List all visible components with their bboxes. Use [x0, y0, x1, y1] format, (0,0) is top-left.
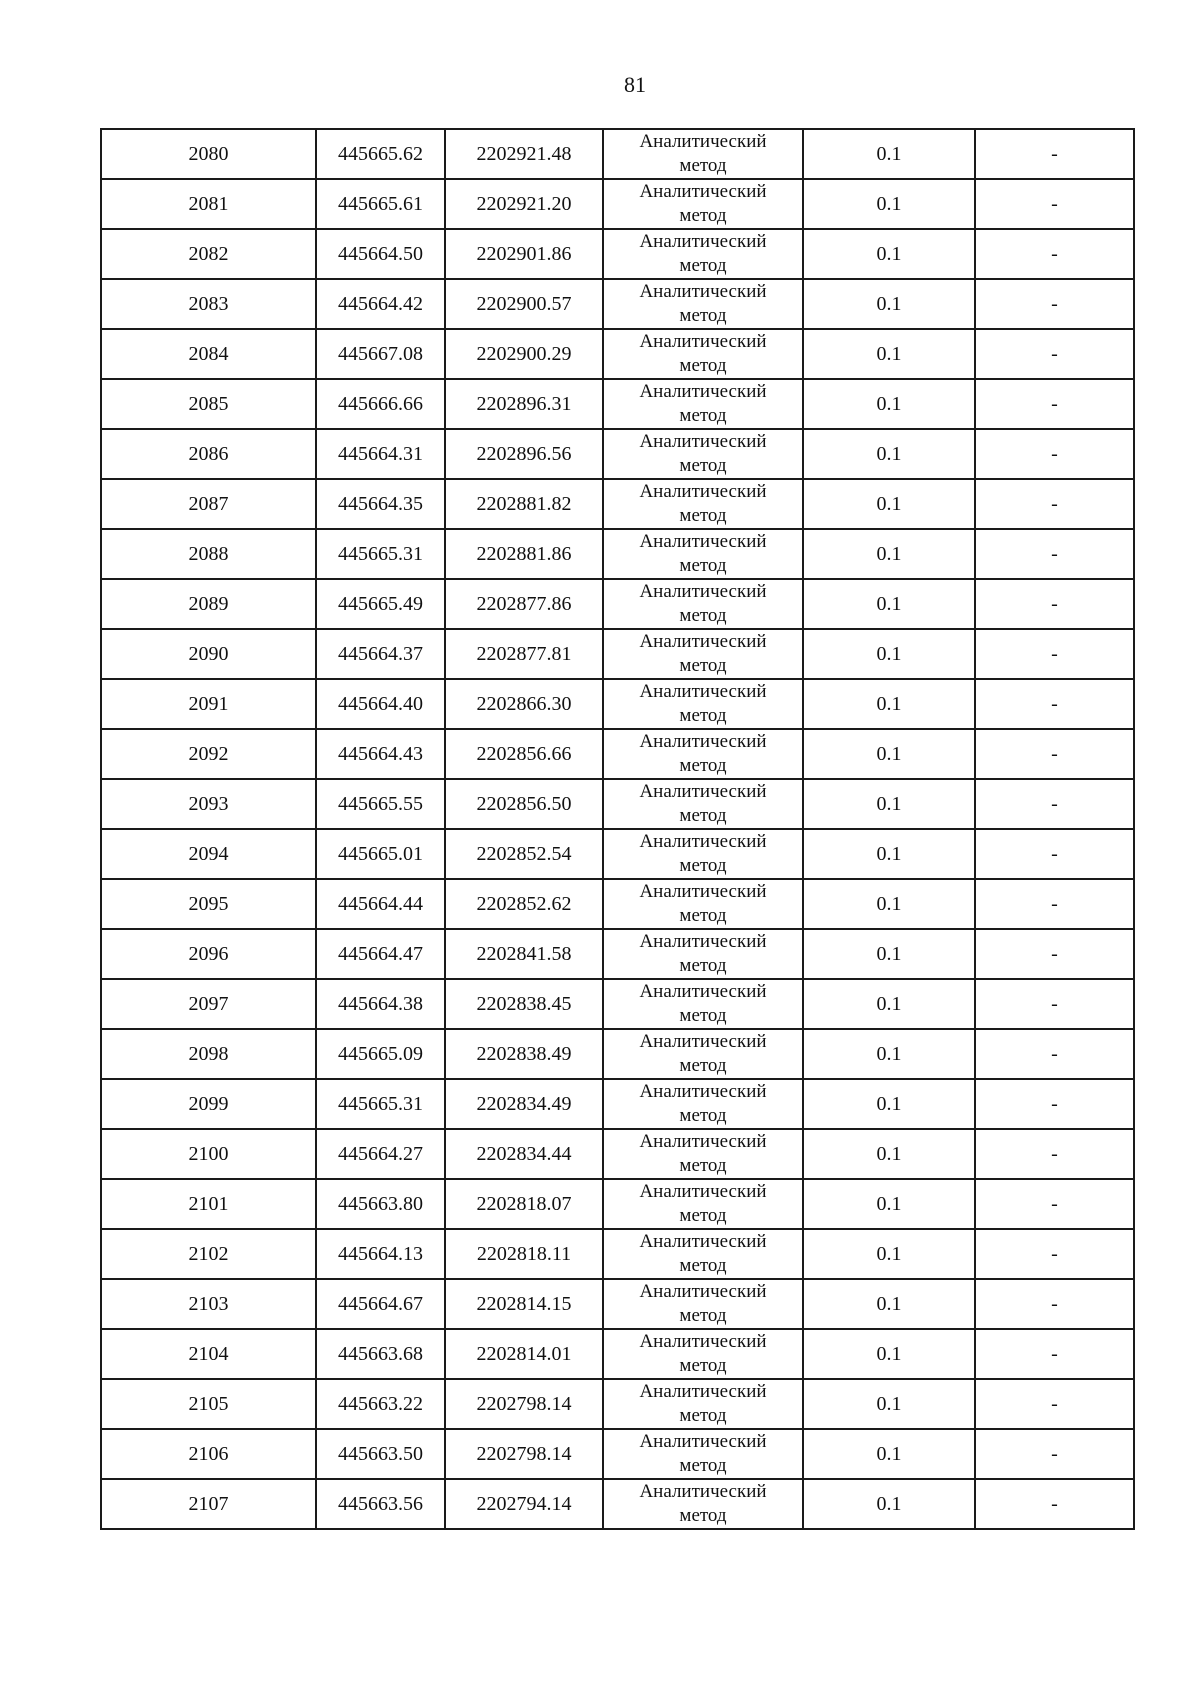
y-coordinate-cell: 2202866.30: [445, 679, 603, 729]
method-cell: [603, 179, 803, 229]
accuracy-cell: 0.1: [803, 729, 975, 779]
note-cell: -: [975, 279, 1134, 329]
method-label-line1: Аналитический: [639, 731, 767, 752]
y-coordinate-cell: 2202798.14: [445, 1429, 603, 1479]
table-row: [101, 279, 1134, 329]
accuracy-cell: 0.1: [803, 579, 975, 629]
method-cell: [603, 429, 803, 479]
method-label-line1: Аналитический: [639, 131, 767, 152]
coordinates-table: [100, 128, 1135, 1530]
y-coordinate-cell: 2202794.14: [445, 1479, 603, 1529]
accuracy-cell: 0.1: [803, 779, 975, 829]
method-cell: [603, 1379, 803, 1429]
note-cell: -: [975, 229, 1134, 279]
y-coordinate-cell: 2202881.82: [445, 479, 603, 529]
note-cell: -: [975, 979, 1134, 1029]
y-coordinate-cell: 2202838.49: [445, 1029, 603, 1079]
point-number-cell: 2092: [101, 729, 316, 779]
method-label-line2: метод: [679, 405, 727, 426]
y-coordinate-cell: 2202856.50: [445, 779, 603, 829]
method-cell: [603, 1479, 803, 1529]
note-cell: -: [975, 629, 1134, 679]
table-row: [101, 529, 1134, 579]
point-number-cell: 2101: [101, 1179, 316, 1229]
table-row: [101, 929, 1134, 979]
table-row: [101, 1079, 1134, 1129]
method-cell: [603, 329, 803, 379]
method-label-line1: Аналитический: [639, 831, 767, 852]
method-label-line1: Аналитический: [639, 931, 767, 952]
method-label-line2: метод: [679, 1105, 727, 1126]
method-label-line1: Аналитический: [639, 1131, 767, 1152]
point-number-cell: 2089: [101, 579, 316, 629]
y-coordinate-cell: 2202921.48: [445, 129, 603, 179]
accuracy-cell: 0.1: [803, 1229, 975, 1279]
x-coordinate-cell: 445664.50: [316, 229, 445, 279]
x-coordinate-cell: 445664.47: [316, 929, 445, 979]
method-cell: [603, 1029, 803, 1079]
table-row: [101, 479, 1134, 529]
table-row: [101, 679, 1134, 729]
x-coordinate-cell: 445664.13: [316, 1229, 445, 1279]
method-label-line1: Аналитический: [639, 281, 767, 302]
table-row: [101, 829, 1134, 879]
method-label-line1: Аналитический: [639, 481, 767, 502]
x-coordinate-cell: 445666.66: [316, 379, 445, 429]
table-row: [101, 1429, 1134, 1479]
note-cell: -: [975, 1279, 1134, 1329]
method-label-line2: метод: [679, 305, 727, 326]
method-label-line1: Аналитический: [639, 381, 767, 402]
note-cell: -: [975, 479, 1134, 529]
method-label-line1: Аналитический: [639, 531, 767, 552]
accuracy-cell: 0.1: [803, 429, 975, 479]
note-cell: -: [975, 1129, 1134, 1179]
y-coordinate-cell: 2202814.01: [445, 1329, 603, 1379]
method-label-line2: метод: [679, 355, 727, 376]
table-row: [101, 1379, 1134, 1429]
accuracy-cell: 0.1: [803, 929, 975, 979]
method-label-line1: Аналитический: [639, 1081, 767, 1102]
table-row: [101, 379, 1134, 429]
method-label-line1: Аналитический: [639, 581, 767, 602]
note-cell: -: [975, 129, 1134, 179]
point-number-cell: 2104: [101, 1329, 316, 1379]
accuracy-cell: 0.1: [803, 1029, 975, 1079]
method-cell: [603, 779, 803, 829]
method-cell: [603, 129, 803, 179]
page-number: 81: [624, 72, 646, 97]
note-cell: -: [975, 1429, 1134, 1479]
method-label-line2: метод: [679, 1505, 727, 1526]
x-coordinate-cell: 445665.55: [316, 779, 445, 829]
y-coordinate-cell: 2202818.07: [445, 1179, 603, 1229]
accuracy-cell: 0.1: [803, 379, 975, 429]
accuracy-cell: 0.1: [803, 329, 975, 379]
accuracy-cell: 0.1: [803, 479, 975, 529]
accuracy-cell: 0.1: [803, 1179, 975, 1229]
x-coordinate-cell: 445663.50: [316, 1429, 445, 1479]
x-coordinate-cell: 445664.37: [316, 629, 445, 679]
x-coordinate-cell: 445663.68: [316, 1329, 445, 1379]
method-cell: [603, 479, 803, 529]
note-cell: -: [975, 679, 1134, 729]
note-cell: -: [975, 879, 1134, 929]
accuracy-cell: 0.1: [803, 529, 975, 579]
method-label-line2: метод: [679, 1305, 727, 1326]
note-cell: -: [975, 429, 1134, 479]
note-cell: -: [975, 529, 1134, 579]
accuracy-cell: 0.1: [803, 1129, 975, 1179]
method-cell: [603, 929, 803, 979]
x-coordinate-cell: 445665.01: [316, 829, 445, 879]
y-coordinate-cell: 2202834.44: [445, 1129, 603, 1179]
x-coordinate-cell: 445665.31: [316, 529, 445, 579]
y-coordinate-cell: 2202900.29: [445, 329, 603, 379]
table-row: [101, 329, 1134, 379]
point-number-cell: 2080: [101, 129, 316, 179]
method-label-line1: Аналитический: [639, 881, 767, 902]
point-number-cell: 2083: [101, 279, 316, 329]
method-cell: [603, 1229, 803, 1279]
accuracy-cell: 0.1: [803, 1429, 975, 1479]
method-label-line1: Аналитический: [639, 781, 767, 802]
method-label-line2: метод: [679, 1355, 727, 1376]
method-cell: [603, 879, 803, 929]
table-row: [101, 729, 1134, 779]
method-label-line2: метод: [679, 1155, 727, 1176]
method-cell: [603, 1129, 803, 1179]
accuracy-cell: 0.1: [803, 1479, 975, 1529]
accuracy-cell: 0.1: [803, 679, 975, 729]
accuracy-cell: 0.1: [803, 1279, 975, 1329]
note-cell: -: [975, 579, 1134, 629]
method-label-line1: Аналитический: [639, 981, 767, 1002]
method-label-line1: Аналитический: [639, 1281, 767, 1302]
method-cell: [603, 729, 803, 779]
method-cell: [603, 679, 803, 729]
x-coordinate-cell: 445663.22: [316, 1379, 445, 1429]
point-number-cell: 2100: [101, 1129, 316, 1179]
y-coordinate-cell: 2202856.66: [445, 729, 603, 779]
note-cell: -: [975, 1229, 1134, 1279]
x-coordinate-cell: 445664.43: [316, 729, 445, 779]
method-label-line1: Аналитический: [639, 1381, 767, 1402]
point-number-cell: 2098: [101, 1029, 316, 1079]
point-number-cell: 2094: [101, 829, 316, 879]
note-cell: -: [975, 1029, 1134, 1079]
method-cell: [603, 379, 803, 429]
accuracy-cell: 0.1: [803, 829, 975, 879]
method-cell: [603, 1429, 803, 1479]
method-cell: [603, 1179, 803, 1229]
x-coordinate-cell: 445664.31: [316, 429, 445, 479]
y-coordinate-cell: 2202818.11: [445, 1229, 603, 1279]
table-row: [101, 1229, 1134, 1279]
method-label-line1: Аналитический: [639, 1431, 767, 1452]
x-coordinate-cell: 445664.42: [316, 279, 445, 329]
accuracy-cell: 0.1: [803, 1329, 975, 1379]
method-label-line2: метод: [679, 1005, 727, 1026]
note-cell: -: [975, 729, 1134, 779]
x-coordinate-cell: 445664.38: [316, 979, 445, 1029]
method-label-line2: метод: [679, 155, 727, 176]
method-label-line2: метод: [679, 1405, 727, 1426]
point-number-cell: 2103: [101, 1279, 316, 1329]
note-cell: -: [975, 329, 1134, 379]
y-coordinate-cell: 2202900.57: [445, 279, 603, 329]
method-label-line1: Аналитический: [639, 681, 767, 702]
method-label-line2: метод: [679, 1255, 727, 1276]
y-coordinate-cell: 2202841.58: [445, 929, 603, 979]
point-number-cell: 2095: [101, 879, 316, 929]
method-cell: [603, 579, 803, 629]
method-cell: [603, 829, 803, 879]
method-label-line2: метод: [679, 655, 727, 676]
note-cell: -: [975, 1329, 1134, 1379]
method-cell: [603, 629, 803, 679]
coordinates-table-body: [101, 129, 1134, 1529]
method-label-line2: метод: [679, 605, 727, 626]
method-label-line2: метод: [679, 1205, 727, 1226]
method-cell: [603, 279, 803, 329]
method-label-line2: метод: [679, 205, 727, 226]
table-row: [101, 1179, 1134, 1229]
accuracy-cell: 0.1: [803, 979, 975, 1029]
y-coordinate-cell: 2202798.14: [445, 1379, 603, 1429]
table-row: [101, 879, 1134, 929]
method-label-line2: метод: [679, 755, 727, 776]
point-number-cell: 2105: [101, 1379, 316, 1429]
accuracy-cell: 0.1: [803, 129, 975, 179]
y-coordinate-cell: 2202881.86: [445, 529, 603, 579]
table-row: [101, 579, 1134, 629]
method-label-line2: метод: [679, 855, 727, 876]
point-number-cell: 2082: [101, 229, 316, 279]
table-row: [101, 1029, 1134, 1079]
point-number-cell: 2091: [101, 679, 316, 729]
point-number-cell: 2084: [101, 329, 316, 379]
y-coordinate-cell: 2202834.49: [445, 1079, 603, 1129]
method-cell: [603, 1329, 803, 1379]
y-coordinate-cell: 2202877.81: [445, 629, 603, 679]
table-row: [101, 629, 1134, 679]
table-row: [101, 779, 1134, 829]
point-number-cell: 2090: [101, 629, 316, 679]
note-cell: -: [975, 379, 1134, 429]
method-label-line2: метод: [679, 255, 727, 276]
y-coordinate-cell: 2202838.45: [445, 979, 603, 1029]
y-coordinate-cell: 2202896.31: [445, 379, 603, 429]
point-number-cell: 2107: [101, 1479, 316, 1529]
x-coordinate-cell: 445664.44: [316, 879, 445, 929]
method-label-line2: метод: [679, 505, 727, 526]
point-number-cell: 2099: [101, 1079, 316, 1129]
method-label-line2: метод: [679, 455, 727, 476]
method-cell: [603, 1279, 803, 1329]
x-coordinate-cell: 445665.49: [316, 579, 445, 629]
x-coordinate-cell: 445664.67: [316, 1279, 445, 1329]
method-label-line2: метод: [679, 705, 727, 726]
table-row: [101, 1479, 1134, 1529]
table-row: [101, 1329, 1134, 1379]
x-coordinate-cell: 445664.35: [316, 479, 445, 529]
table-row: [101, 129, 1134, 179]
table-row: [101, 229, 1134, 279]
accuracy-cell: 0.1: [803, 1379, 975, 1429]
method-label-line1: Аналитический: [639, 431, 767, 452]
y-coordinate-cell: 2202852.54: [445, 829, 603, 879]
method-label-line1: Аналитический: [639, 631, 767, 652]
x-coordinate-cell: 445664.40: [316, 679, 445, 729]
note-cell: -: [975, 1179, 1134, 1229]
method-label-line1: Аналитический: [639, 181, 767, 202]
method-label-line2: метод: [679, 905, 727, 926]
note-cell: -: [975, 1479, 1134, 1529]
x-coordinate-cell: 445663.80: [316, 1179, 445, 1229]
method-cell: [603, 229, 803, 279]
point-number-cell: 2097: [101, 979, 316, 1029]
method-label-line1: Аналитический: [639, 1181, 767, 1202]
x-coordinate-cell: 445665.62: [316, 129, 445, 179]
accuracy-cell: 0.1: [803, 179, 975, 229]
method-label-line1: Аналитический: [639, 1481, 767, 1502]
method-label-line2: метод: [679, 555, 727, 576]
table-row: [101, 979, 1134, 1029]
table-row: [101, 179, 1134, 229]
note-cell: -: [975, 929, 1134, 979]
point-number-cell: 2085: [101, 379, 316, 429]
note-cell: -: [975, 179, 1134, 229]
x-coordinate-cell: 445665.31: [316, 1079, 445, 1129]
x-coordinate-cell: 445665.09: [316, 1029, 445, 1079]
y-coordinate-cell: 2202901.86: [445, 229, 603, 279]
accuracy-cell: 0.1: [803, 279, 975, 329]
accuracy-cell: 0.1: [803, 1079, 975, 1129]
method-label-line2: метод: [679, 805, 727, 826]
x-coordinate-cell: 445664.27: [316, 1129, 445, 1179]
table-row: [101, 1129, 1134, 1179]
point-number-cell: 2087: [101, 479, 316, 529]
y-coordinate-cell: 2202921.20: [445, 179, 603, 229]
note-cell: -: [975, 1379, 1134, 1429]
method-label-line2: метод: [679, 1455, 727, 1476]
method-label-line1: Аналитический: [639, 1231, 767, 1252]
note-cell: -: [975, 1079, 1134, 1129]
method-label-line1: Аналитический: [639, 1331, 767, 1352]
point-number-cell: 2086: [101, 429, 316, 479]
y-coordinate-cell: 2202896.56: [445, 429, 603, 479]
x-coordinate-cell: 445667.08: [316, 329, 445, 379]
y-coordinate-cell: 2202852.62: [445, 879, 603, 929]
x-coordinate-cell: 445663.56: [316, 1479, 445, 1529]
note-cell: -: [975, 829, 1134, 879]
point-number-cell: 2088: [101, 529, 316, 579]
y-coordinate-cell: 2202877.86: [445, 579, 603, 629]
point-number-cell: 2096: [101, 929, 316, 979]
method-cell: [603, 529, 803, 579]
point-number-cell: 2106: [101, 1429, 316, 1479]
accuracy-cell: 0.1: [803, 229, 975, 279]
point-number-cell: 2102: [101, 1229, 316, 1279]
point-number-cell: 2093: [101, 779, 316, 829]
method-cell: [603, 1079, 803, 1129]
method-label-line2: метод: [679, 1055, 727, 1076]
x-coordinate-cell: 445665.61: [316, 179, 445, 229]
method-label-line2: метод: [679, 955, 727, 976]
accuracy-cell: 0.1: [803, 879, 975, 929]
method-label-line1: Аналитический: [639, 1031, 767, 1052]
point-number-cell: 2081: [101, 179, 316, 229]
method-cell: [603, 979, 803, 1029]
y-coordinate-cell: 2202814.15: [445, 1279, 603, 1329]
method-label-line1: Аналитический: [639, 231, 767, 252]
table-row: [101, 429, 1134, 479]
method-label-line1: Аналитический: [639, 331, 767, 352]
note-cell: -: [975, 779, 1134, 829]
accuracy-cell: 0.1: [803, 629, 975, 679]
table-row: [101, 1279, 1134, 1329]
